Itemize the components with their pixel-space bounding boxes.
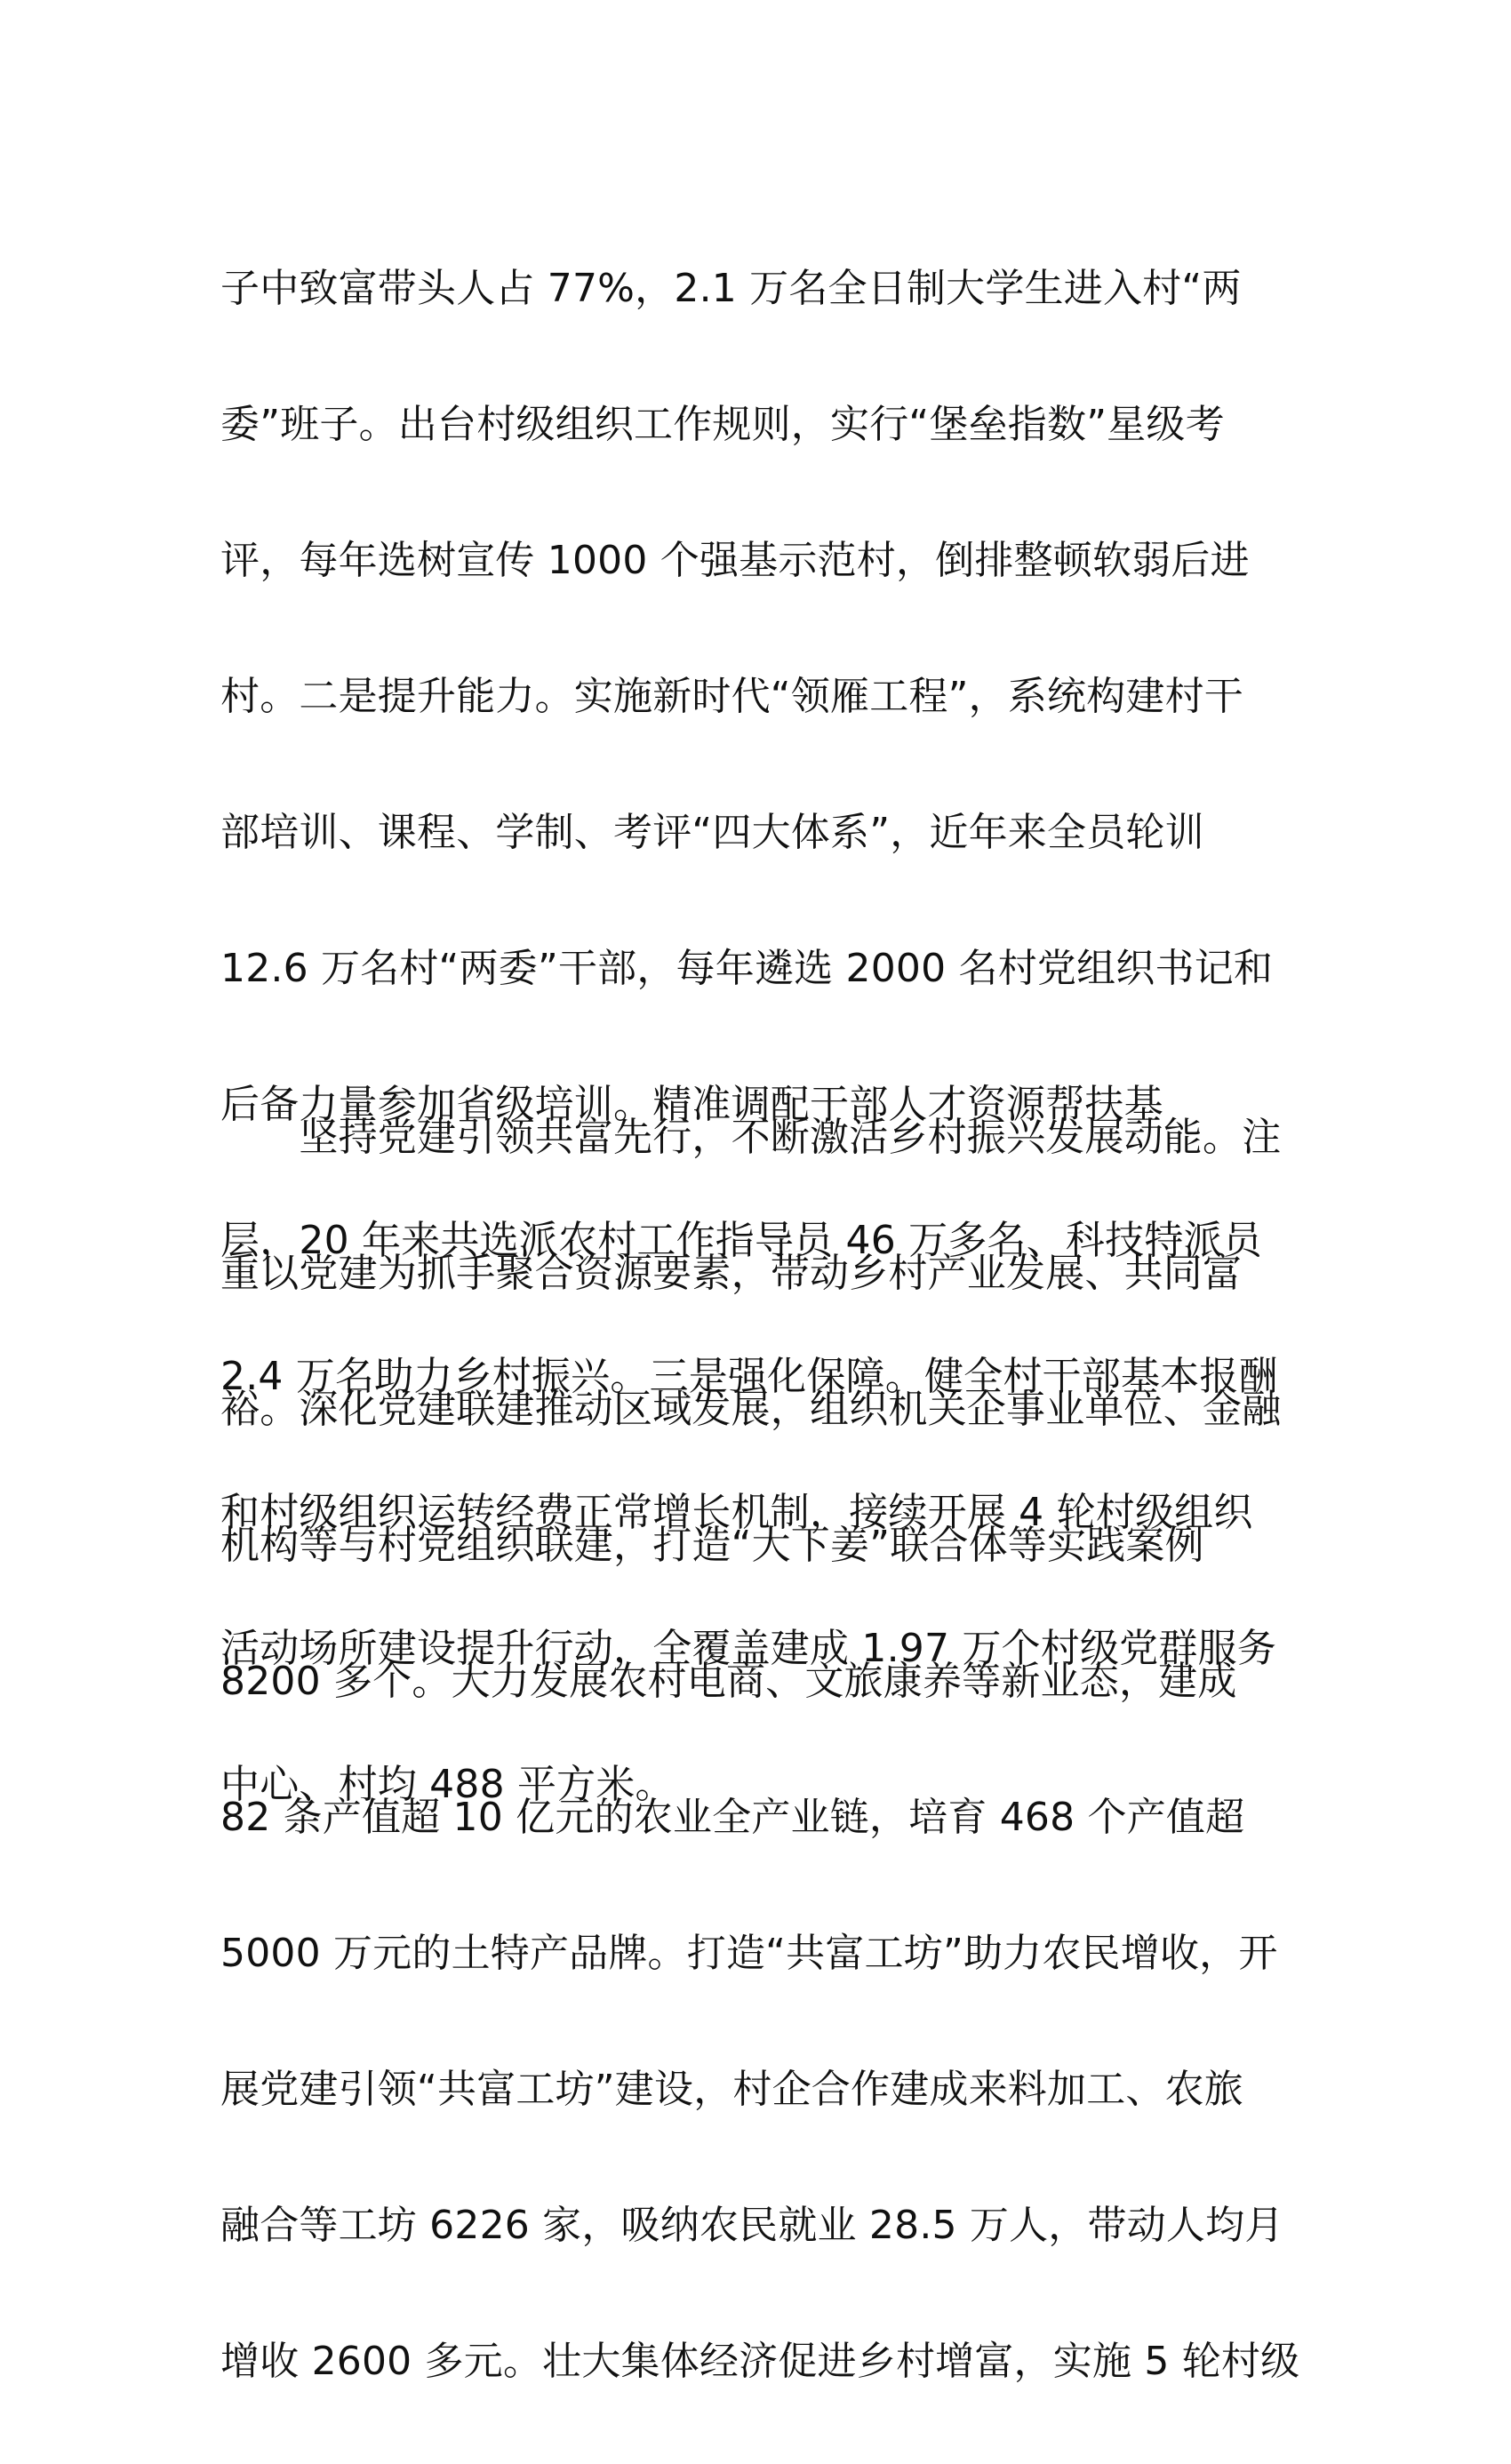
text-line: 重以党建为抓手聚合资源要素，带动乡村产业发展、共同富 <box>220 1250 1243 1296</box>
paragraph-2 <box>220 1036 1300 2464</box>
text-line: 8200 多个。大力发展农村电商、文旅康养等新业态，建成 <box>220 1658 1237 1704</box>
text-line: 裕。深化党建联建推动区域发展，组织机关企事业单位、金融 <box>220 1386 1282 1432</box>
text-line: 坚持党建引领共富先行，不断激活乡村振兴发展动能。注 <box>220 1114 1282 1160</box>
text-line: 层，20 年来共选派农村工作指导员 46 万多名、科技特派员 <box>220 1217 1262 1263</box>
text-line: 中心、村均 488 平方米。 <box>220 1761 675 1807</box>
text-line: 委”班子。出台村级组织工作规则，实行“堡垒指数”星级考 <box>220 401 1225 447</box>
text-line: 12.6 万名村“两委”干部，每年遴选 2000 名村党组织书记和 <box>220 945 1274 991</box>
text-line: 融合等工坊 6226 家，吸纳农民就业 28.5 万人，带动人均月 <box>220 2202 1284 2248</box>
text-line: 评，每年选树宣传 1000 个强基示范村，倒排整顿软弱后进 <box>220 537 1250 583</box>
text-line: 和村级组织运转经费正常增长机制，接续开展 4 轮村级组织 <box>220 1489 1253 1535</box>
text-line: 村。二是提升能力。实施新时代“领雁工程”，系统构建村干 <box>220 673 1243 719</box>
text-line: 增收 2600 多元。壮大集体经济促进乡村增富，实施 5 轮村级 <box>220 2338 1300 2384</box>
text-line: 后备力量参加省级培训。精准调配干部人才资源帮扶基 <box>220 1081 1163 1127</box>
text-line: 子中致富带头人占 77%，2.1 万名全日制大学生进入村“两 <box>220 265 1242 311</box>
text-line: 5000 万元的土特产品牌。打造“共富工坊”助力农民增收，开 <box>220 1930 1278 1976</box>
text-line: 机构等与村党组织联建，打造“大下姜”联合体等实践案例 <box>220 1522 1204 1568</box>
text-line: 2.4 万名助力乡村振兴。三是强化保障。健全村干部基本报酬 <box>220 1353 1278 1399</box>
text-line: 82 条产值超 10 亿元的农业全产业链，培育 468 个产值超 <box>220 1794 1245 1840</box>
text-line: 活动场所建设提升行动，全覆盖建成 1.97 万个村级党群服务 <box>220 1625 1276 1671</box>
text-line: 展党建引领“共富工坊”建设，村企合作建成来料加工、农旅 <box>220 2066 1243 2112</box>
text-line: 部培训、课程、学制、考评“四大体系”，近年来全员轮训 <box>220 809 1204 855</box>
